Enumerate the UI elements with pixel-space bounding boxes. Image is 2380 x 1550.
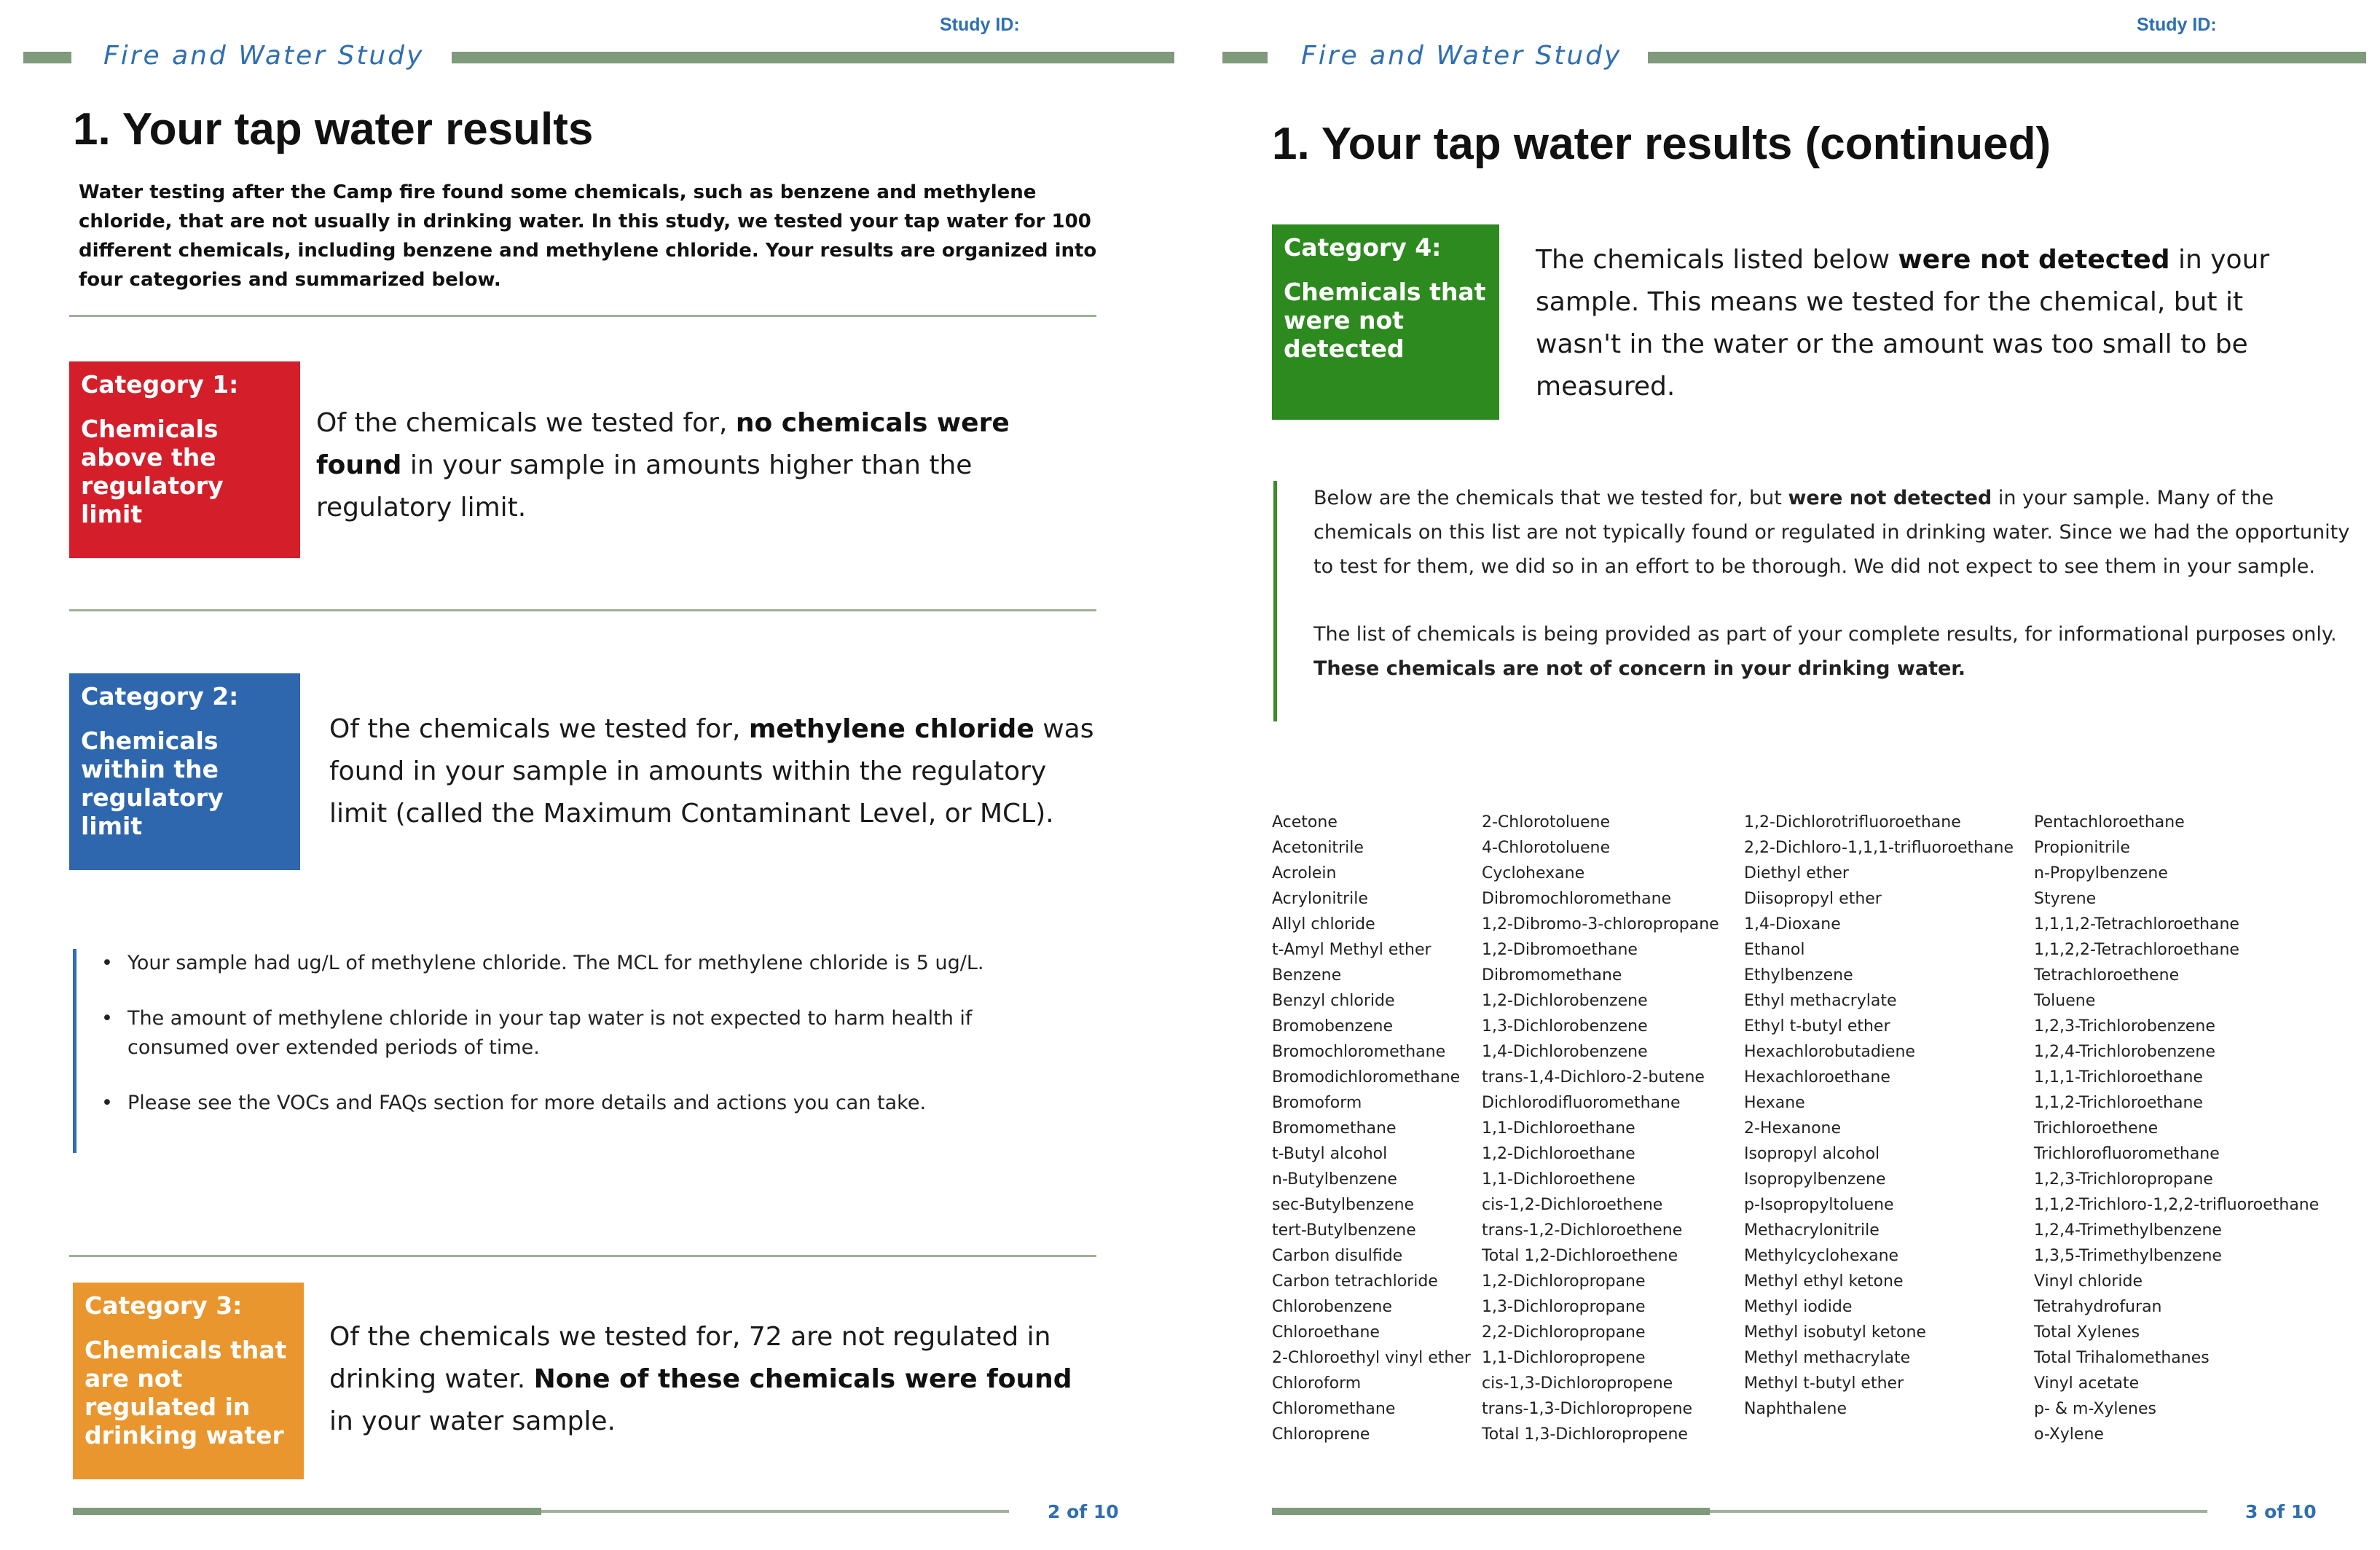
chemical-item: 2-Hexanone	[1744, 1119, 1842, 1138]
chemical-item: Pentachloroethane	[2034, 813, 2185, 831]
chemical-item: Methyl iodide	[1744, 1298, 1853, 1316]
chemical-item: trans-1,3-Dichloropropene	[1482, 1400, 1693, 1418]
chemical-item: Acrylonitrile	[1272, 890, 1368, 908]
category-3-text-pre: Of the chemicals we tested for, 72 are not regulated in drinking water.	[329, 1322, 1051, 1394]
note-p1-pre: Below are the chemicals that we tested for, but	[1313, 487, 1788, 509]
chemical-item: Carbon tetrachloride	[1272, 1272, 1438, 1291]
chemical-item: 2-Chloroethyl vinyl ether	[1272, 1349, 1471, 1367]
chemical-item: p- & m-Xylenes	[2034, 1400, 2156, 1418]
chemical-item: Styrene	[2034, 890, 2097, 908]
category-4-label: Category 4:	[1284, 233, 1442, 262]
chemical-item: Total Xylenes	[2034, 1323, 2140, 1342]
category-1-text	[316, 402, 1103, 529]
chemical-item: Ethyl methacrylate	[1744, 992, 1897, 1010]
not-detected-note	[1273, 481, 2352, 721]
category-3-label: Category 3:	[85, 1291, 243, 1320]
chemical-item: Toluene	[2034, 992, 2096, 1010]
chemical-item: 1,2-Dibromoethane	[1482, 941, 1638, 959]
divider	[69, 315, 1096, 317]
chemical-item: 1,1,2,2-Tetrachloroethane	[2034, 941, 2239, 959]
chemical-item: 1,2,4-Trimethylbenzene	[2034, 1221, 2222, 1240]
chemical-item: t-Amyl Methyl ether	[1272, 941, 1431, 959]
chemical-list-column-4	[2034, 810, 2319, 1447]
chemical-item: Acetone	[1272, 813, 1338, 831]
category-1-text-pre: Of the chemicals we tested for,	[316, 408, 736, 438]
chemical-item: Chloroethane	[1272, 1323, 1380, 1342]
category-2-label: Category 2:	[81, 682, 239, 711]
category-3-text-post: in your water sample.	[329, 1406, 616, 1436]
chemical-item: 1,4-Dichlorobenzene	[1482, 1043, 1648, 1061]
chemical-item: 1,4-Dioxane	[1744, 915, 1841, 933]
chemical-item: cis-1,2-Dichloroethene	[1482, 1196, 1663, 1214]
chemical-list-column-3	[1744, 810, 2014, 1422]
divider	[69, 1255, 1096, 1257]
chemical-item: Ethylbenzene	[1744, 966, 1853, 985]
chemical-item: Vinyl chloride	[2034, 1272, 2143, 1291]
chemical-item: Bromochloromethane	[1272, 1043, 1446, 1061]
chemical-item: 1,2,4-Trichlorobenzene	[2034, 1043, 2215, 1061]
chemical-item: 1,1,2-Trichloroethane	[2034, 1094, 2203, 1112]
header-bar-right	[1648, 52, 2366, 63]
footer-progress-fill	[73, 1508, 541, 1515]
chemical-item: sec-Butylbenzene	[1272, 1196, 1415, 1214]
chemical-item: 1,2-Dibromo-3-chloropropane	[1482, 915, 1719, 933]
chemical-item: Benzyl chloride	[1272, 992, 1395, 1010]
chemical-item: Cyclohexane	[1482, 864, 1585, 882]
note-paragraph-1	[1313, 481, 2352, 584]
chemical-item: t-Butyl alcohol	[1272, 1145, 1388, 1163]
category-4-text-pre: The chemicals listed below	[1536, 245, 1898, 275]
chemical-item: 1,1,1-Trichloroethane	[2034, 1068, 2203, 1087]
category-4-box	[1272, 224, 1499, 420]
chemical-item: 1,1-Dichloropropene	[1482, 1349, 1646, 1367]
chemical-list-column-1	[1272, 810, 1471, 1447]
category-1-text-bold: no chemicals were found	[316, 408, 1010, 480]
study-title: Fire and Water Study	[103, 41, 425, 71]
chemical-item: 1,1,1,2-Tetrachloroethane	[2034, 915, 2239, 933]
bullet-item: • Please see the VOCs and FAQs section for more details and actions you can take.	[127, 1089, 1024, 1118]
chemical-item: n-Propylbenzene	[2034, 864, 2168, 882]
category-3-text	[329, 1316, 1101, 1443]
chemical-item: 1,1-Dichloroethane	[1482, 1119, 1635, 1138]
chemical-item: Isopropyl alcohol	[1744, 1145, 1880, 1163]
category-2-text	[329, 708, 1101, 835]
chemical-item: Vinyl acetate	[2034, 1374, 2140, 1393]
chemical-item: o-Xylene	[2034, 1425, 2104, 1444]
chemical-item: Allyl chloride	[1272, 915, 1375, 933]
chemical-list-column-2	[1482, 810, 1719, 1447]
chemical-item: Diethyl ether	[1744, 864, 1849, 882]
study-id-label: Study ID:	[940, 15, 1020, 35]
chemical-item: Dibromochloromethane	[1482, 890, 1672, 908]
methylene-chloride-notes	[73, 949, 1024, 1153]
chemical-item: 2-Chlorotoluene	[1482, 813, 1610, 831]
chemical-item: trans-1,2-Dichloroethene	[1482, 1221, 1683, 1240]
intro-paragraph: Water testing after the Camp fire found some chemicals, such as benzene and methylene chloride, that are not usually in drinking water. In this study, we tested your tap water for 100 different chemicals, including benzene and methylene chloride. Your results are organized into four categories and summarized below.	[79, 181, 1097, 291]
note-p2-pre: The list of chemicals is being provided as part of your complete results, for informational purposes only.	[1313, 623, 2337, 646]
category-2-text-pre: Of the chemicals we tested for,	[329, 714, 749, 744]
chemical-item: Bromomethane	[1272, 1119, 1397, 1138]
chemical-item: Chloroprene	[1272, 1425, 1370, 1444]
note-paragraph-2	[1313, 617, 2352, 686]
chemical-item: Chlorobenzene	[1272, 1298, 1392, 1316]
chemical-item: Trichloroethene	[2034, 1119, 2159, 1138]
category-4-text	[1536, 239, 2293, 408]
footer-progress-fill	[1272, 1508, 1710, 1515]
header-bar-right	[452, 52, 1174, 63]
category-1-text-post: in your sample in amounts higher than the regulatory limit.	[316, 450, 973, 522]
chemical-item: Ethyl t-butyl ether	[1744, 1017, 1890, 1036]
chemical-item: 1,3-Dichloropropane	[1482, 1298, 1646, 1316]
chemical-item: 1,1-Dichloroethene	[1482, 1170, 1635, 1189]
chemical-item: Total 1,3-Dichloropropene	[1482, 1425, 1688, 1444]
chemical-item: cis-1,3-Dichloropropene	[1482, 1374, 1673, 1393]
chemical-item: Chloromethane	[1272, 1400, 1396, 1418]
chemical-item: Methyl ethyl ketone	[1744, 1272, 1904, 1291]
chemical-item: Bromoform	[1272, 1094, 1362, 1112]
chemical-item: Hexane	[1744, 1094, 1805, 1112]
category-4-desc: Chemicals that were not detected	[1284, 278, 1486, 363]
chemical-item: Acetonitrile	[1272, 839, 1364, 857]
category-3-box	[73, 1283, 304, 1479]
page-3	[1199, 0, 2380, 1550]
chemical-item: 1,2-Dichloropropane	[1482, 1272, 1646, 1291]
chemical-item: 4-Chlorotoluene	[1482, 839, 1610, 857]
category-4-text-post: in your sample. This means we tested for the chemical, but it wasn't in the water or the amount was too small to be measured.	[1536, 245, 2270, 402]
category-1-box	[69, 361, 300, 558]
category-4-text-bold: were not detected	[1898, 245, 2170, 275]
chemical-item: Bromobenzene	[1272, 1017, 1394, 1036]
chemical-item: Benzene	[1272, 966, 1342, 985]
chemical-item: 1,2-Dichlorobenzene	[1482, 992, 1648, 1010]
chemical-item: Methyl methacrylate	[1744, 1349, 1911, 1367]
chemical-item: trans-1,4-Dichloro-2-butene	[1482, 1068, 1705, 1087]
chemical-item: Ethanol	[1744, 941, 1805, 959]
chemical-item: 1,2,3-Trichlorobenzene	[2034, 1017, 2215, 1036]
note-p2-bold: These chemicals are not of concern in your drinking water.	[1313, 657, 1966, 680]
category-2-desc: Chemicals within the regulatory limit	[81, 727, 224, 840]
study-id-label: Study ID:	[2137, 15, 2217, 35]
bullet-item: • The amount of methylene chloride in your tap water is not expected to harm health if consumed over extended periods of time.	[127, 1004, 1024, 1062]
page-number: 3 of 10	[2245, 1501, 2317, 1522]
chemical-item: tert-Butylbenzene	[1272, 1221, 1416, 1240]
chemical-item: 2,2-Dichloro-1,1,1-trifluoroethane	[1744, 839, 2014, 857]
chemical-item: Tetrahydrofuran	[2034, 1298, 2162, 1316]
chemical-item: Hexachloroethane	[1744, 1068, 1890, 1087]
chemical-item: Total 1,2-Dichloroethene	[1482, 1247, 1678, 1265]
chemical-item: 1,3-Dichlorobenzene	[1482, 1017, 1648, 1036]
bullet-list	[76, 949, 1024, 1118]
category-3-desc: Chemicals that are not regulated in drinking water	[85, 1336, 287, 1449]
chemical-item: Carbon disulfide	[1272, 1247, 1403, 1265]
chemical-item: 1,2,3-Trichloropropane	[2034, 1170, 2213, 1189]
chemical-item: p-Isopropyltoluene	[1744, 1196, 1894, 1214]
page-number: 2 of 10	[1048, 1501, 1119, 1522]
chemical-item: Methyl isobutyl ketone	[1744, 1323, 1926, 1342]
chemical-item: Dibromomethane	[1482, 966, 1622, 985]
page-title: 1. Your tap water results (continued)	[1272, 119, 2051, 169]
header-bar-left	[23, 52, 71, 63]
header-bar-left	[1222, 52, 1268, 63]
category-3-text-bold: None of these chemicals were found	[533, 1364, 1072, 1394]
page-title: 1. Your tap water results	[73, 104, 594, 154]
category-1-label: Category 1:	[81, 370, 239, 399]
chemical-item: Chloroform	[1272, 1374, 1362, 1393]
study-title: Fire and Water Study	[1301, 41, 1622, 71]
chemical-item: Total Trihalomethanes	[2034, 1349, 2210, 1367]
category-1-desc: Chemicals above the regulatory limit	[81, 415, 224, 528]
bullet-item: • Your sample had ug/L of methylene chloride. The MCL for methylene chloride is 5 ug/L.	[127, 949, 1024, 978]
chemical-item: Hexachlorobutadiene	[1744, 1043, 1915, 1061]
chemical-item: Bromodichloromethane	[1272, 1068, 1461, 1087]
chemical-item: Propionitrile	[2034, 839, 2130, 857]
chemical-item: 1,3,5-Trimethylbenzene	[2034, 1247, 2222, 1265]
chemical-item: n-Butylbenzene	[1272, 1170, 1397, 1189]
chemical-item: Methyl t-butyl ether	[1744, 1374, 1904, 1393]
chemical-item: 1,2-Dichloroethane	[1482, 1145, 1635, 1163]
chemical-item: Naphthalene	[1744, 1400, 1847, 1418]
divider	[69, 609, 1096, 611]
chemical-item: Tetrachloroethene	[2034, 966, 2180, 985]
chemical-item: Diisopropyl ether	[1744, 890, 1882, 908]
chemical-item: 1,2-Dichlorotrifluoroethane	[1744, 813, 1961, 831]
note-p1-post: in your sample. Many of the chemicals on this list are not typically found or regulated in drinking water. Since we had the opportunity to test for them, we did so in an effort to be thorough. We did not expect to see them in your sample.	[1313, 487, 2350, 578]
chemical-item: Dichlorodifluoromethane	[1482, 1094, 1681, 1112]
category-2-box	[69, 673, 300, 870]
chemical-item: Methylcyclohexane	[1744, 1247, 1899, 1265]
chemical-item: Acrolein	[1272, 864, 1337, 882]
chemical-item: Isopropylbenzene	[1744, 1170, 1886, 1189]
chemical-item: Trichlorofluoromethane	[2034, 1145, 2220, 1163]
chemical-item: 1,1,2-Trichloro-1,2,2-trifluoroethane	[2034, 1196, 2320, 1214]
note-p1-bold: were not detected	[1788, 487, 1992, 509]
category-2-text-post: was found in your sample in amounts within the regulatory limit (called the Maximum Contaminant Level, or MCL).	[329, 714, 1094, 829]
chemical-item: Methacrylonitrile	[1744, 1221, 1880, 1240]
category-2-text-bold: methylene chloride	[748, 714, 1034, 744]
chemical-item: 2,2-Dichloropropane	[1482, 1323, 1646, 1342]
